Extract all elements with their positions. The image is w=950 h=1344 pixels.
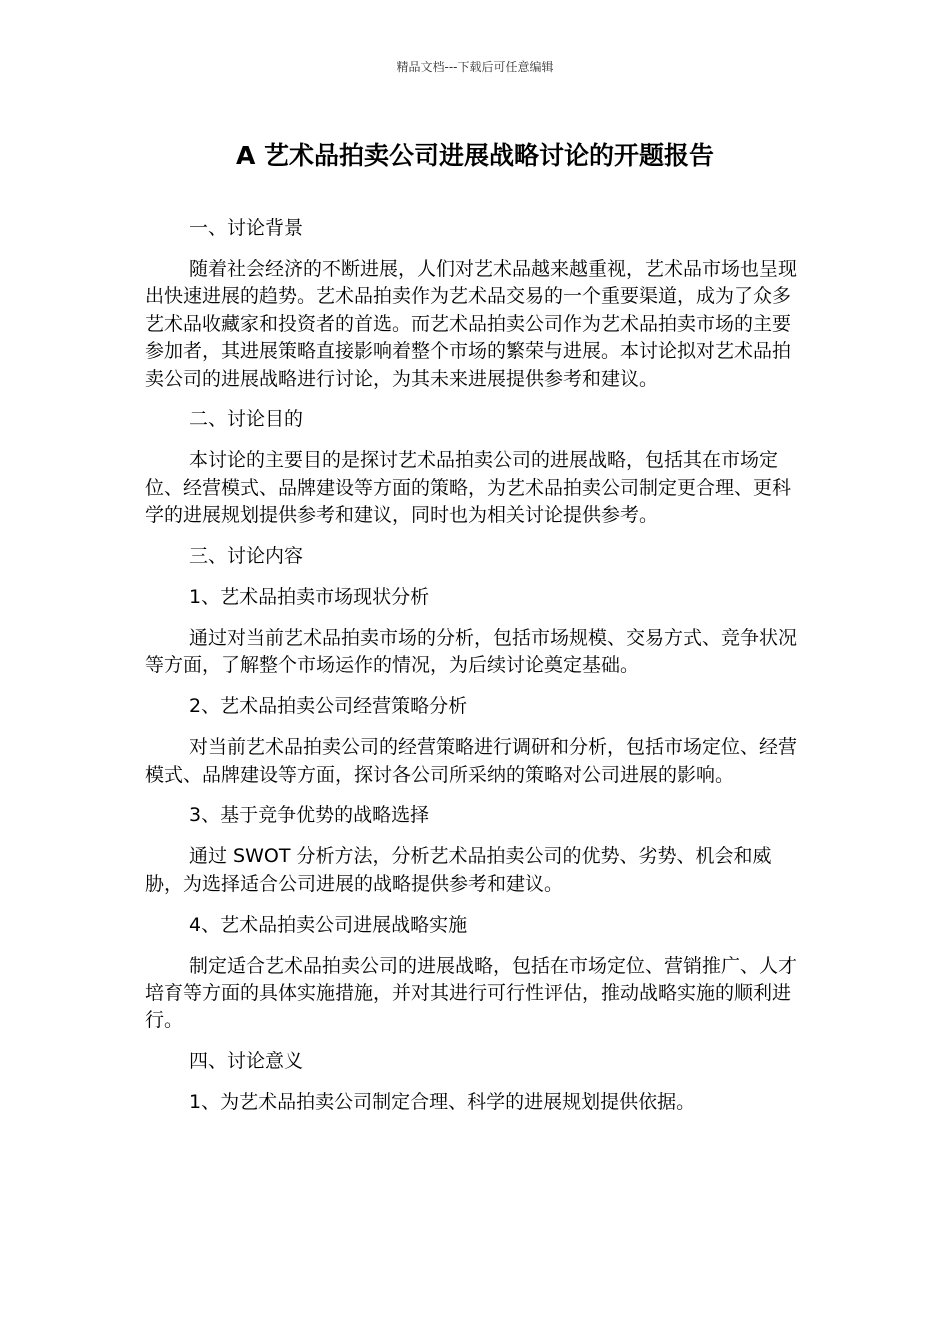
section-heading-purpose: 二、讨论目的 — [189, 408, 304, 431]
header-watermark: 精品文档---下载后可任意编辑 — [396, 60, 554, 74]
paragraph-background: 随着社会经济的不断进展，人们对艺术品越来越重视，艺术品市场也呈现出快速进展的趋势。艺术品拍卖作为艺术品交易的一个重要渠道，成为了众多艺术品收藏家和投资者的首选。而艺术品拍卖公司作为艺术品拍卖市场的主要参加者，其进展策略直接影响着整个市场的繁荣与进展。本讨论拟对艺术品拍卖公司的进展战略进行讨论，为其未来进展提供参考和建议。 — [145, 257, 798, 390]
paragraph-market-analysis: 通过对当前艺术品拍卖市场的分析，包括市场规模、交易方式、竞争状况等方面，了解整个市场运作的情况，为后续讨论奠定基础。 — [145, 626, 798, 677]
section-heading-significance: 四、讨论意义 — [189, 1050, 304, 1073]
section-heading-content: 三、讨论内容 — [189, 545, 304, 568]
paragraph-strategy-analysis: 对当前艺术品拍卖公司的经营策略进行调研和分析，包括市场定位、经营模式、品牌建设等方面，探讨各公司所采纳的策略对公司进展的影响。 — [145, 736, 798, 786]
subheading-strategy-choice: 3、基于竞争优势的战略选择 — [189, 804, 430, 827]
document-title: A 艺术品拍卖公司进展战略讨论的开题报告 — [235, 141, 715, 170]
subheading-strategy-analysis: 2、艺术品拍卖公司经营策略分析 — [189, 695, 468, 718]
document-body — [145, 215, 805, 1130]
section-heading-background: 一、讨论背景 — [189, 217, 304, 239]
paragraph-significance-1: 1、为艺术品拍卖公司制定合理、科学的进展规划提供依据。 — [189, 1091, 696, 1114]
subheading-market-analysis: 1、艺术品拍卖市场现状分析 — [189, 585, 430, 608]
paragraph-purpose: 本讨论的主要目的是探讨艺术品拍卖公司的进展战略，包括其在市场定位、经营模式、品牌建设等方面的策略，为艺术品拍卖公司制定更合理、更科学的进展规划提供参考和建议，同时也为相关讨论提供参考。 — [145, 449, 792, 527]
paragraph-strategy-choice: 通过 SWOT 分析方法，分析艺术品拍卖公司的优势、劣势、机会和威胁，为选择适合公司进展的战略提供参考和建议。 — [145, 845, 772, 895]
paragraph-strategy-implementation: 制定适合艺术品拍卖公司的进展战略，包括在市场定位、营销推广、人才培育等方面的具体实施措施，并对其进行可行性评估，推动战略实施的顺利进行。 — [145, 954, 798, 1032]
subheading-strategy-implementation: 4、艺术品拍卖公司进展战略实施 — [189, 913, 468, 936]
